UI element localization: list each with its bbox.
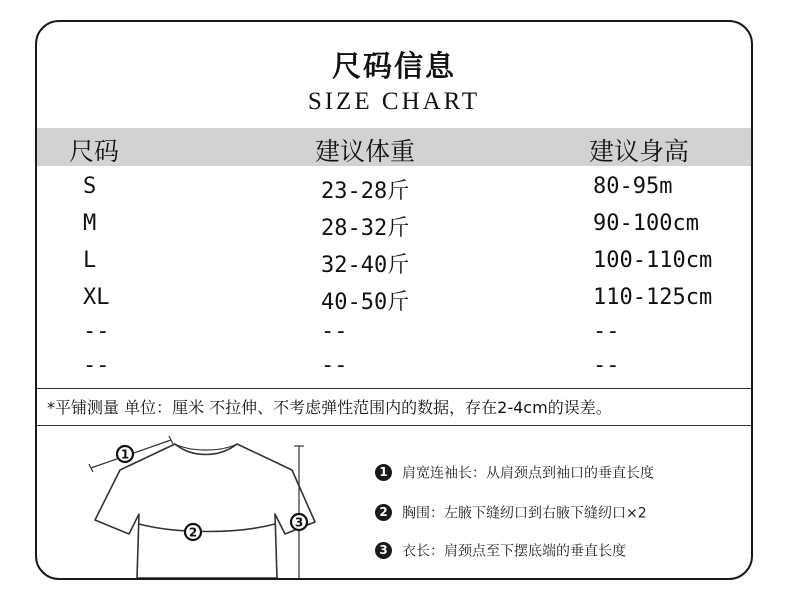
table-cell-height: 90-100cm [593,211,699,236]
marker-label: 3 [294,515,304,530]
legend-text: 胸围：左腋下缝纫口到右腋下缝纫口×2 [402,505,647,522]
number-badge: 2 [375,504,392,521]
table-cell-weight: 40-50斤 [321,290,410,315]
table-cell-weight: -- [321,319,348,344]
table-cell-size: M [83,211,97,236]
table-cell-height: -- [593,353,620,378]
tshirt-icon [87,434,337,580]
page-subtitle: SIZE CHART [307,88,481,115]
tshirt-diagram [87,434,337,580]
legend-item-chest [375,502,647,523]
table-cell-weight: 28-32斤 [321,216,410,241]
table-cell-weight: -- [321,353,348,378]
measurement-note: *平铺测量 单位：厘米 不拉伸、不考虑弹性范围内的数据，存在2-4cm的误差。 [47,398,612,417]
table-cell-size: L [83,248,97,273]
legend-text: 衣长：肩颈点至下摆底端的垂直长度 [402,543,626,560]
table-cell-weight: 23-28斤 [321,179,410,204]
column-header-weight: 建议体重 [315,137,416,166]
size-chart-card [35,20,753,580]
divider [37,388,751,389]
table-cell-height: 110-125cm [593,285,713,310]
table-cell-height: 80-95m [593,174,673,199]
number-badge: 3 [375,542,392,559]
table-cell-size: XL [83,285,110,310]
table-cell-height: -- [593,319,620,344]
number-badge: 1 [375,464,392,481]
legend-item-shoulder [375,462,654,483]
table-cell-height: 100-110cm [593,248,713,273]
legend-item-length [375,540,626,561]
marker-label: 2 [188,525,198,540]
table-cell-weight: 32-40斤 [321,253,410,278]
table-cell-size: S [83,174,97,199]
page-title: 尺码信息 [331,49,456,83]
legend-text: 肩宽连袖长：从肩颈点到袖口的垂直长度 [402,465,654,482]
table-cell-size: -- [83,353,110,378]
column-header-size: 尺码 [69,137,120,166]
divider [37,425,751,426]
column-header-height: 建议身高 [589,137,690,166]
table-cell-size: -- [83,319,110,344]
marker-label: 1 [120,447,130,462]
